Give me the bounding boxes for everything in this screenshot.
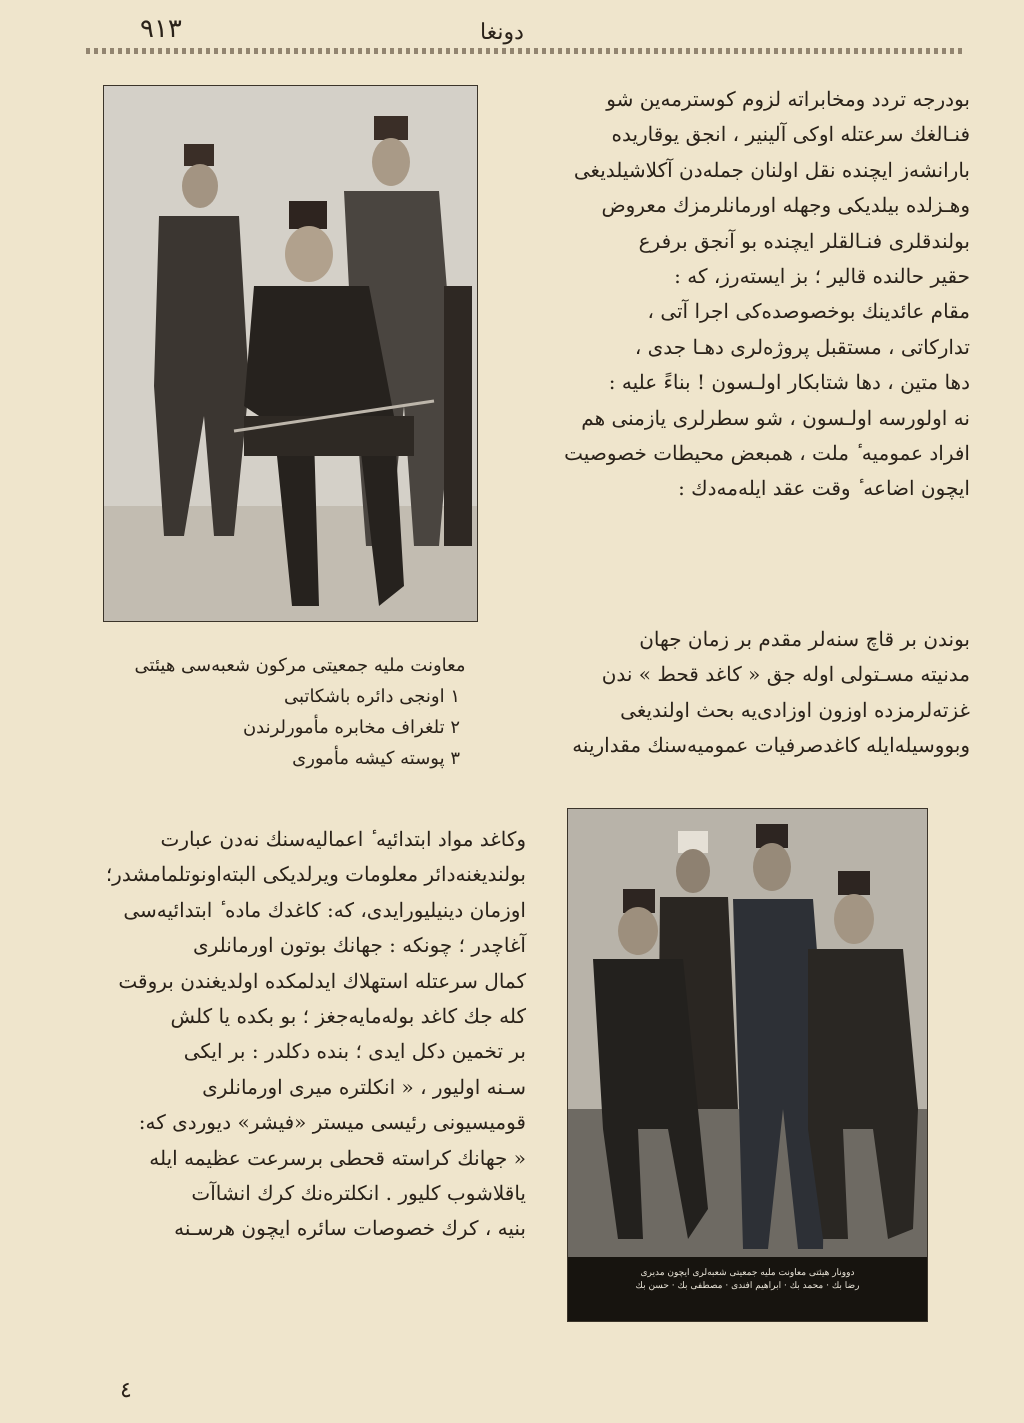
signature-mark: ٤ [120,1378,132,1403]
text-line: بوندن بر قاچ سنه‌لر مقدم بر زمان جهان [639,627,970,651]
text-line: یاقلاشوب کلیور . انکلتره‌نك کرك انشاآت [191,1181,526,1206]
text-line: افراد عمومیه ٔ ملت ، همبعض محیطات خصوصیت [564,441,970,466]
text-line: فنـالغك سرعتله اوکی آلینیر ، انجق یوقاریده [611,122,970,147]
photo1-caption-line: ٣ پوسته کیشه مأموری [292,748,460,769]
group-photo-three-men [103,85,478,622]
text-line: غزته‌لرمزده اوزون اوزادی‌یه بحث اولندیغی [620,697,970,722]
text-line: ایچون اضاعه ٔ وقت عقد ایله‌مه‌دك : [678,476,970,501]
page-number: ٩١٣ [140,14,182,44]
photo-five-men-illustration [568,809,927,1321]
text-line: نه اولورسه اولـسون ، شو سطرلری یازمنی هم [581,405,970,430]
text-line: مقام عائدینك بوخصوصده‌کی اجرا آتی ، [647,299,970,324]
text-line: قومیسیونی رئیسی میستر «فیشر» دیوردی که: [138,1110,526,1135]
text-line: بر تخمین دکل ایدی ؛ بنده دکلدر : بر ایکی [183,1039,526,1064]
text-line: وکاغد مواد ابتدائیه ٔ اعمالیه‌سنك نه‌دن عبارت [160,827,526,851]
text-line: کمال سرعتله استهلاك ایدلمکده اولدیغندن بروقت [118,968,526,993]
photo2-caption-strip [568,1257,927,1321]
text-line: آغاچدر ؛ چونکه : جهانك بوتون اورمانلری [192,933,526,958]
text-line: بودرجه تردد ومخابراته لزوم کوسترمه‌ین شو [606,87,970,111]
photo1-caption-line: ٢ تلغراف مخابره مأمورلرندن [242,717,460,738]
text-line: « جهانك کراسته قحطی برسرعت عظیمه ایله [149,1145,526,1170]
photo1-caption-title: معاونت ملیه جمعیتی مرکون شعبه‌سی هیئتی [134,655,466,676]
text-line: اوزمان دینیلیورایدی، که: کاغدك ماده ٔ ابتدائیه‌سی [123,897,526,922]
text-line: بولندقلری فنـالقلر ایچنده بو آنجق برفرع [638,228,970,253]
text-line: حقیر حالنده قالیر ؛ بز ایسته‌رز، که : [674,264,970,289]
text-line: بارانشه‌ز ایچنده نقل اولنان جمله‌دن آکلاشیلدیغی [573,157,970,182]
photo2-caption-line: دوونار هیئتی معاونت ملیه جمعیتی شعبه‌لری ایچون مدیری [640,1268,855,1278]
magazine-title: دونغا [480,20,524,45]
photo1-caption-line: ١ اونجی دائره باشکاتبی [284,686,460,707]
text-line: بولندیغنه‌دائر معلومات ویرلدیکی البته‌اونوتلمامشدر؛ [105,862,526,887]
text-line: سـنه اولیور ، « انکلتره میری اورمانلری [202,1074,526,1099]
text-line: مدنیته مسـتولی اوله جق « کاغد قحط » ندن [601,662,970,687]
article-column-left [86,822,526,1247]
text-line: وبووسیله‌ایله کاغدصرفیات عمومیه‌سنك مقدارینه [572,733,970,758]
article-column-right-middle [520,622,970,764]
article-column-right-top [520,82,970,507]
text-line: کله جك کاغد بوله‌مایه‌جغز ؛ بو بکده یا کلش [170,1004,526,1029]
photo1-caption [100,650,500,774]
photo2-caption-line: رضا بك · محمد بك · ابراهیم افندی · مصطفی بك · حسن بك [635,1281,860,1291]
photo-three-men-illustration [104,86,477,621]
group-photo-five-men [567,808,928,1322]
text-line: دها متین ، دها شتابکار اولـسون ! بناءً علیه : [608,370,970,395]
header-rule [86,48,966,54]
text-line: بنیه ، کرك خصوصات سائره ایچون هرسـنه [174,1216,526,1241]
text-line: وهـزلده بیلدیکی وجهله اورمانلرمزك معروض [601,193,970,218]
text-line: تدارکاتی ، مستقبل پروژه‌لری دهـا جدی ، [634,334,970,359]
